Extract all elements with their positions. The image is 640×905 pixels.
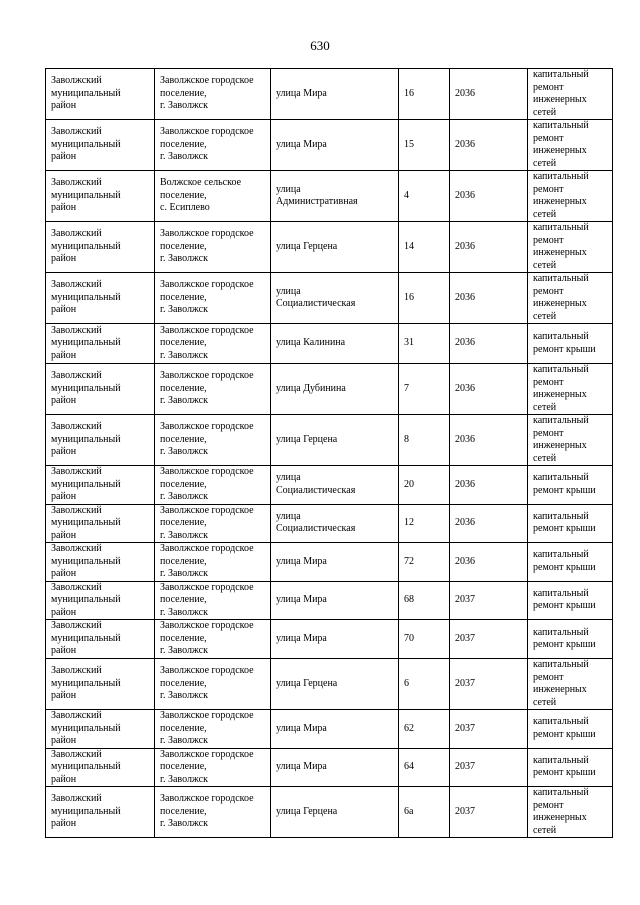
work-type-cell-line: ремонт крыши <box>533 523 596 535</box>
settlement-cell <box>155 710 271 749</box>
work-type-cell-line: ремонт <box>533 285 564 297</box>
street-cell-line: улица Герцена <box>276 240 338 252</box>
year-cell: 2037 <box>450 748 528 787</box>
district-cell-line: муниципальный <box>51 722 121 734</box>
settlement-cell-line: поселение, <box>160 478 207 490</box>
street-cell <box>271 415 399 466</box>
year-cell: 2036 <box>450 466 528 505</box>
district-cell-line: Заволжский <box>51 177 102 189</box>
district-cell-line: район <box>51 818 77 830</box>
work-type-cell-line: ремонт крыши <box>533 639 596 650</box>
table-row <box>46 415 613 466</box>
street-cell-line: Административная <box>276 196 358 207</box>
settlement-cell-line: г. Заволжск <box>160 151 208 163</box>
street-cell <box>271 222 399 273</box>
district-cell-line: муниципальный <box>51 555 121 567</box>
settlement-cell-line: с. Есиплево <box>160 202 210 214</box>
settlement-cell <box>155 222 271 273</box>
work-type-cell <box>528 273 613 324</box>
year-cell: 2036 <box>450 273 528 324</box>
work-type-cell <box>528 466 613 505</box>
street-cell-line: улица Мира <box>276 87 327 99</box>
settlement-cell-line: Заволжское городское <box>160 466 254 477</box>
district-cell <box>46 120 155 171</box>
house-number-cell: 62 <box>399 710 450 749</box>
district-cell-line: район <box>51 568 77 579</box>
street-cell <box>271 324 399 364</box>
house-number-cell: 14 <box>399 222 450 273</box>
work-type-cell-line: ремонт крыши <box>533 600 596 612</box>
work-type-cell-line: ремонт <box>533 81 564 93</box>
table-row <box>46 273 613 324</box>
settlement-cell-line: поселение, <box>160 433 207 445</box>
settlement-cell <box>155 415 271 466</box>
street-cell-line: улица Мира <box>276 761 327 772</box>
settlement-cell-line: поселение, <box>160 722 207 734</box>
house-number-cell: 6 <box>399 659 450 710</box>
district-cell-line: Заволжский <box>51 126 102 138</box>
district-cell-line: муниципальный <box>51 594 121 605</box>
street-cell <box>271 710 399 749</box>
settlement-cell-line: поселение, <box>160 337 207 349</box>
table-row <box>46 659 613 710</box>
work-type-cell-line: капитальный <box>533 754 589 766</box>
district-cell-line: район <box>51 151 77 163</box>
settlement-cell-line: Заволжское городское <box>160 421 254 433</box>
settlement-cell-line: г. Заволжск <box>160 645 208 657</box>
district-cell-line: муниципальный <box>51 761 121 772</box>
work-type-cell-line: капитальный <box>533 716 589 728</box>
street-cell <box>271 620 399 659</box>
house-number-cell: 8 <box>399 415 450 466</box>
settlement-cell-line: поселение, <box>160 138 207 150</box>
house-number-cell: 16 <box>399 69 450 120</box>
year-cell: 2036 <box>450 364 528 415</box>
street-cell <box>271 787 399 838</box>
work-type-cell-line: капитальный <box>533 472 589 484</box>
settlement-cell-line: поселение, <box>160 291 207 303</box>
district-cell-line: район <box>51 606 77 618</box>
settlement-cell-line: г. Заволжск <box>160 395 208 407</box>
street-cell <box>271 659 399 710</box>
street-cell-line: улица <box>276 472 301 484</box>
work-type-cell-line: капитальный <box>533 120 589 131</box>
table-row <box>46 620 613 659</box>
settlement-cell-line: Заволжское городское <box>160 620 254 632</box>
work-type-cell-line: инженерных <box>533 298 587 309</box>
settlement-cell-line: г. Заволжск <box>160 349 208 361</box>
house-number-cell: 64 <box>399 748 450 787</box>
year-cell: 2036 <box>450 324 528 364</box>
district-cell-line: муниципальный <box>51 517 121 528</box>
settlement-cell-line: поселение, <box>160 594 207 605</box>
settlement-cell-line: Заволжское городское <box>160 126 254 138</box>
settlement-cell-line: Заволжское городское <box>160 710 254 721</box>
table-row <box>46 787 613 838</box>
district-cell-line: район <box>51 100 77 112</box>
work-type-cell-line: капитальный <box>533 549 589 561</box>
table-row <box>46 69 613 120</box>
street-cell <box>271 543 399 582</box>
settlement-cell <box>155 748 271 787</box>
table-body <box>46 69 613 838</box>
settlement-cell-line: Волжское сельское <box>160 177 242 189</box>
year-cell: 2037 <box>450 710 528 749</box>
year-cell: 2036 <box>450 222 528 273</box>
street-cell-line: улица Дубинина <box>276 382 346 394</box>
street-cell <box>271 466 399 505</box>
work-type-cell-line: ремонт крыши <box>533 561 596 573</box>
district-cell-line: муниципальный <box>51 240 121 252</box>
street-cell-line: улица Мира <box>276 722 327 734</box>
street-cell <box>271 69 399 120</box>
district-cell <box>46 273 155 324</box>
work-type-cell-line: ремонт крыши <box>533 343 596 355</box>
settlement-cell-line: Заволжское городское <box>160 370 254 382</box>
district-cell-line: муниципальный <box>51 632 121 644</box>
work-type-cell-line: инженерных <box>533 812 587 823</box>
street-cell-line: улица Мира <box>276 632 327 644</box>
district-cell-line: район <box>51 529 77 541</box>
street-cell-line: улица Калинина <box>276 337 346 349</box>
district-cell <box>46 69 155 120</box>
work-type-cell-line: инженерных <box>533 196 587 207</box>
work-type-cell-line: сетей <box>533 696 557 708</box>
work-type-cell-line: капитальный <box>533 787 589 798</box>
work-type-cell <box>528 543 613 582</box>
house-number-cell: 4 <box>399 171 450 222</box>
district-cell <box>46 659 155 710</box>
settlement-cell-line: поселение, <box>160 517 207 528</box>
settlement-cell-line: г. Заволжск <box>160 568 208 579</box>
settlement-cell <box>155 787 271 838</box>
work-type-cell <box>528 120 613 171</box>
settlement-cell-line: поселение, <box>160 555 207 567</box>
district-cell-line: район <box>51 773 77 785</box>
settlement-cell <box>155 324 271 364</box>
district-cell-line: муниципальный <box>51 87 121 99</box>
district-cell-line: муниципальный <box>51 337 121 349</box>
year-cell: 2036 <box>450 69 528 120</box>
street-cell <box>271 504 399 543</box>
settlement-cell-line: Заволжское городское <box>160 324 254 336</box>
street-cell-line: улица Мира <box>276 138 327 150</box>
district-cell-line: Заволжский <box>51 710 102 721</box>
work-type-cell <box>528 324 613 364</box>
settlement-cell-line: г. Заволжск <box>160 446 208 458</box>
settlement-cell-line: г. Заволжск <box>160 100 208 112</box>
settlement-cell-line: г. Заволжск <box>160 690 208 702</box>
district-cell <box>46 324 155 364</box>
work-type-cell-line: сетей <box>533 310 557 322</box>
work-type-cell-line: сетей <box>533 259 557 271</box>
work-type-cell-line: ремонт <box>533 799 564 811</box>
settlement-cell <box>155 120 271 171</box>
district-cell <box>46 504 155 543</box>
object-table <box>45 68 613 838</box>
house-number-cell: 7 <box>399 364 450 415</box>
street-cell-line: улица Мира <box>276 594 327 605</box>
work-type-cell-line: ремонт крыши <box>533 484 596 496</box>
district-cell-line: район <box>51 202 77 214</box>
settlement-cell-line: поселение, <box>160 240 207 252</box>
settlement-cell-line: поселение, <box>160 87 207 99</box>
settlement-cell-line: г. Заволжск <box>160 491 208 502</box>
district-cell-line: Заволжский <box>51 75 102 87</box>
street-cell-line: улица Герцена <box>276 677 338 689</box>
table-row <box>46 222 613 273</box>
district-cell-line: муниципальный <box>51 138 121 150</box>
district-cell <box>46 222 155 273</box>
district-cell-line: Заволжский <box>51 279 102 291</box>
street-cell-line: улица Мира <box>276 555 327 567</box>
work-type-cell <box>528 710 613 749</box>
street-cell-line: улица <box>276 510 301 522</box>
street-cell-line: улица <box>276 285 301 297</box>
house-number-cell: 31 <box>399 324 450 364</box>
work-type-cell-line: капитальный <box>533 222 589 233</box>
work-type-cell-line: капитальный <box>533 659 589 670</box>
settlement-cell-line: г. Заволжск <box>160 773 208 785</box>
settlement-cell-line: г. Заволжск <box>160 529 208 541</box>
district-cell-line: район <box>51 690 77 702</box>
district-cell <box>46 581 155 620</box>
work-type-cell-line: ремонт <box>533 132 564 144</box>
table-row <box>46 710 613 749</box>
street-cell-line: Социалистическая <box>276 484 356 496</box>
district-cell-line: район <box>51 349 77 361</box>
table-row <box>46 581 613 620</box>
street-cell <box>271 120 399 171</box>
district-cell-line: Заволжский <box>51 370 102 382</box>
work-type-cell-line: ремонт <box>533 671 564 683</box>
district-cell <box>46 543 155 582</box>
work-type-cell-line: сетей <box>533 452 557 464</box>
work-type-cell <box>528 787 613 838</box>
work-type-cell-line: капитальный <box>533 415 589 426</box>
settlement-cell-line: Заволжское городское <box>160 279 254 291</box>
work-type-cell-line: сетей <box>533 401 557 413</box>
district-cell-line: район <box>51 446 77 458</box>
table-row <box>46 543 613 582</box>
district-cell-line: Заволжский <box>51 543 102 554</box>
district-cell <box>46 466 155 505</box>
house-number-cell: 6а <box>399 787 450 838</box>
street-cell <box>271 364 399 415</box>
settlement-cell-line: поселение, <box>160 805 207 817</box>
settlement-cell <box>155 543 271 582</box>
district-cell-line: Заволжский <box>51 665 102 677</box>
district-cell-line: район <box>51 491 77 502</box>
work-type-cell-line: ремонт крыши <box>533 728 596 740</box>
settlement-cell <box>155 620 271 659</box>
settlement-cell <box>155 581 271 620</box>
street-cell <box>271 171 399 222</box>
work-type-cell <box>528 171 613 222</box>
year-cell: 2036 <box>450 120 528 171</box>
work-type-cell-line: ремонт <box>533 427 564 439</box>
work-type-cell-line: капитальный <box>533 364 589 375</box>
page-number: 630 <box>310 38 330 53</box>
district-cell-line: район <box>51 735 77 746</box>
table-row <box>46 748 613 787</box>
work-type-cell <box>528 415 613 466</box>
district-cell-line: муниципальный <box>51 189 121 201</box>
district-cell-line: Заволжский <box>51 421 102 433</box>
district-cell <box>46 710 155 749</box>
house-number-cell: 70 <box>399 620 450 659</box>
house-number-cell: 12 <box>399 504 450 543</box>
settlement-cell-line: г. Заволжск <box>160 253 208 265</box>
settlement-cell-line: поселение, <box>160 761 207 772</box>
street-cell-line: улица <box>276 183 301 195</box>
district-cell <box>46 787 155 838</box>
district-cell <box>46 415 155 466</box>
table-row <box>46 324 613 364</box>
work-type-cell-line: инженерных <box>533 440 587 451</box>
work-type-cell-line: сетей <box>533 208 557 220</box>
work-type-cell-line: инженерных <box>533 389 587 400</box>
settlement-cell <box>155 273 271 324</box>
work-type-cell-line: капитальный <box>533 69 589 80</box>
year-cell: 2037 <box>450 659 528 710</box>
district-cell-line: район <box>51 253 77 265</box>
work-type-cell-line: ремонт крыши <box>533 767 596 779</box>
work-type-cell-line: капитальный <box>533 626 589 638</box>
work-type-cell <box>528 364 613 415</box>
work-type-cell-line: инженерных <box>533 247 587 258</box>
year-cell: 2036 <box>450 504 528 543</box>
year-cell: 2036 <box>450 543 528 582</box>
settlement-cell <box>155 659 271 710</box>
year-cell: 2036 <box>450 415 528 466</box>
settlement-cell-line: поселение, <box>160 632 207 644</box>
street-cell-line: Социалистическая <box>276 523 356 535</box>
work-type-cell-line: инженерных <box>533 684 587 695</box>
settlement-cell <box>155 171 271 222</box>
street-cell-line: улица Герцена <box>276 805 338 817</box>
year-cell: 2037 <box>450 581 528 620</box>
settlement-cell-line: Заволжское городское <box>160 75 254 87</box>
settlement-cell-line: Заволжское городское <box>160 543 254 554</box>
district-cell-line: Заволжский <box>51 324 102 336</box>
district-cell-line: Заволжский <box>51 504 102 516</box>
settlement-cell-line: Заволжское городское <box>160 581 254 593</box>
district-cell-line: Заволжский <box>51 228 102 240</box>
street-cell <box>271 273 399 324</box>
settlement-cell <box>155 364 271 415</box>
work-type-cell-line: инженерных <box>533 94 587 105</box>
settlement-cell <box>155 466 271 505</box>
street-cell <box>271 748 399 787</box>
work-type-cell <box>528 581 613 620</box>
work-type-cell <box>528 222 613 273</box>
district-cell-line: район <box>51 395 77 407</box>
district-cell-line: район <box>51 304 77 316</box>
district-cell <box>46 748 155 787</box>
table-row <box>46 466 613 505</box>
settlement-cell-line: Заволжское городское <box>160 504 254 516</box>
year-cell: 2037 <box>450 787 528 838</box>
district-cell-line: Заволжский <box>51 793 102 805</box>
district-cell-line: Заволжский <box>51 620 102 632</box>
work-type-cell-line: капитальный <box>533 273 589 284</box>
district-cell <box>46 364 155 415</box>
work-type-cell-line: капитальный <box>533 510 589 522</box>
settlement-cell-line: Заволжское городское <box>160 793 254 805</box>
work-type-cell-line: ремонт <box>533 183 564 195</box>
district-cell-line: Заволжский <box>51 748 102 760</box>
house-number-cell: 16 <box>399 273 450 324</box>
street-cell-line: Социалистическая <box>276 298 356 309</box>
district-cell <box>46 171 155 222</box>
year-cell: 2036 <box>450 171 528 222</box>
settlement-cell-line: г. Заволжск <box>160 606 208 618</box>
settlement-cell-line: Заволжское городское <box>160 228 254 240</box>
settlement-cell-line: Заволжское городское <box>160 748 254 760</box>
district-cell-line: муниципальный <box>51 291 121 303</box>
settlement-cell-line: Заволжское городское <box>160 665 254 677</box>
settlement-cell-line: поселение, <box>160 677 207 689</box>
work-type-cell-line: сетей <box>533 106 557 118</box>
table-row <box>46 120 613 171</box>
work-type-cell-line: сетей <box>533 157 557 169</box>
work-type-cell-line: капитальный <box>533 331 589 342</box>
work-type-cell <box>528 748 613 787</box>
house-number-cell: 15 <box>399 120 450 171</box>
work-type-cell <box>528 659 613 710</box>
street-cell <box>271 581 399 620</box>
work-type-cell <box>528 620 613 659</box>
settlement-cell-line: г. Заволжск <box>160 818 208 830</box>
district-cell-line: муниципальный <box>51 433 121 445</box>
settlement-cell-line: г. Заволжск <box>160 304 208 316</box>
district-cell-line: муниципальный <box>51 478 121 490</box>
settlement-cell-line: поселение, <box>160 189 207 201</box>
district-cell <box>46 620 155 659</box>
district-cell-line: Заволжский <box>51 466 102 477</box>
work-type-cell-line: ремонт <box>533 234 564 246</box>
district-cell-line: район <box>51 645 77 657</box>
work-type-cell-line: капитальный <box>533 171 589 182</box>
table-row <box>46 364 613 415</box>
district-cell-line: муниципальный <box>51 677 121 689</box>
table-row <box>46 171 613 222</box>
year-cell: 2037 <box>450 620 528 659</box>
house-number-cell: 72 <box>399 543 450 582</box>
work-type-cell-line: капитальный <box>533 587 589 599</box>
work-type-cell <box>528 504 613 543</box>
district-cell-line: муниципальный <box>51 805 121 817</box>
work-type-cell-line: сетей <box>533 824 557 836</box>
settlement-cell-line: г. Заволжск <box>160 735 208 746</box>
work-type-cell-line: инженерных <box>533 145 587 156</box>
work-type-cell <box>528 69 613 120</box>
street-cell-line: улица Герцена <box>276 433 338 445</box>
district-cell-line: муниципальный <box>51 382 121 394</box>
table-row <box>46 504 613 543</box>
settlement-cell <box>155 504 271 543</box>
district-cell-line: Заволжский <box>51 581 102 593</box>
work-type-cell-line: ремонт <box>533 376 564 388</box>
house-number-cell: 68 <box>399 581 450 620</box>
settlement-cell-line: поселение, <box>160 382 207 394</box>
settlement-cell <box>155 69 271 120</box>
house-number-cell: 20 <box>399 466 450 505</box>
